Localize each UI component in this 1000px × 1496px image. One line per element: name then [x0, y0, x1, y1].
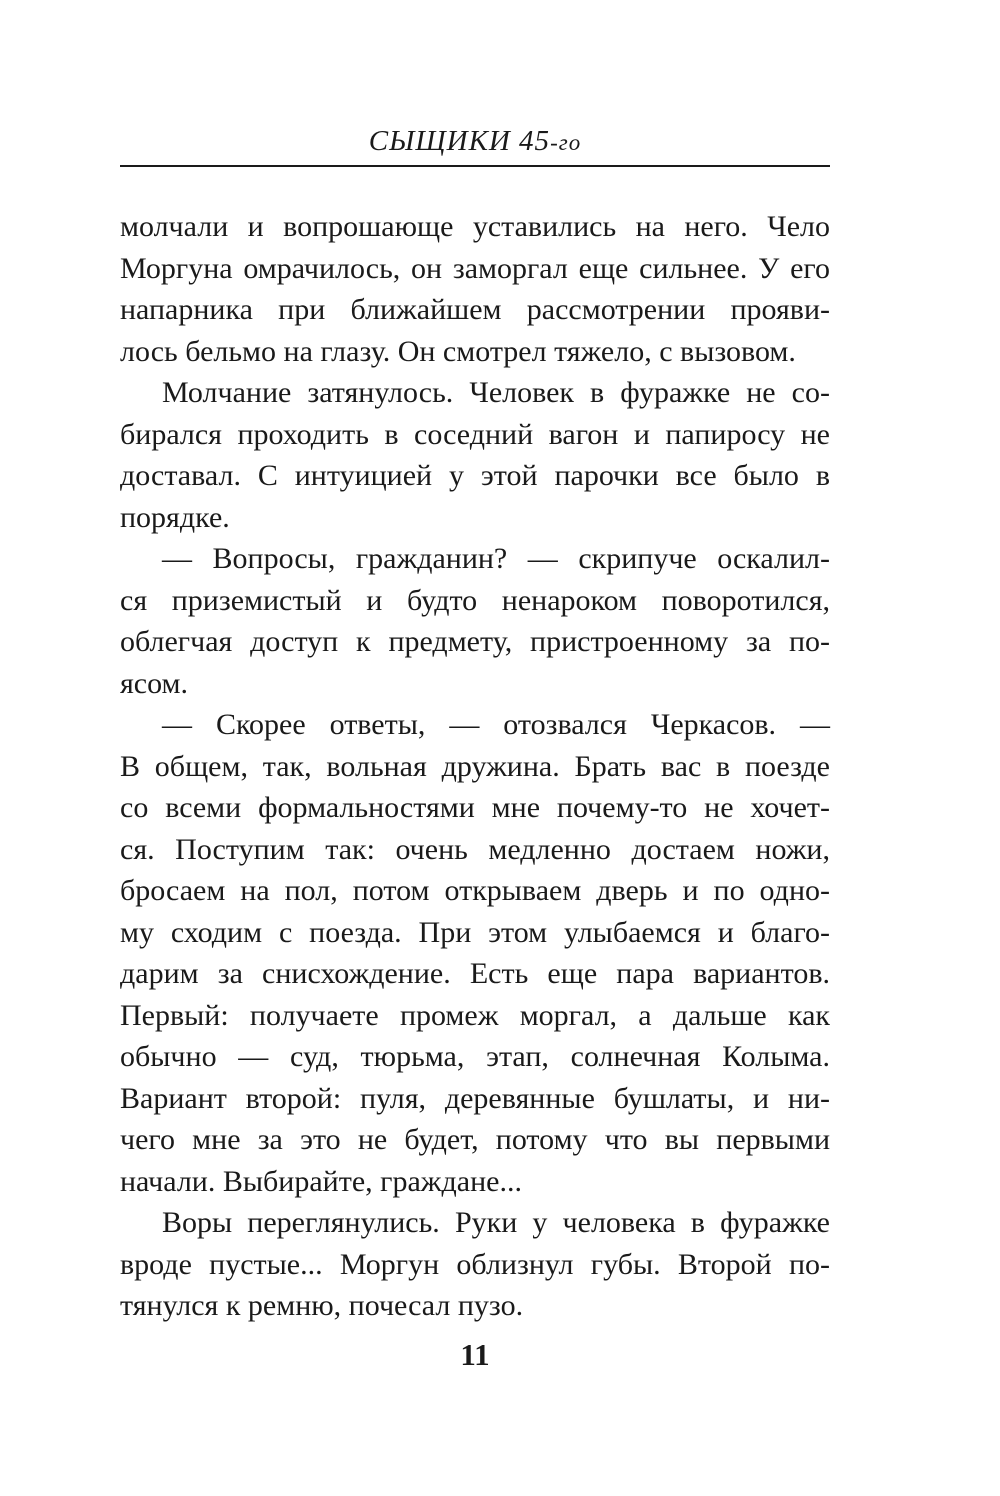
text-line: обычно — суд, тюрьма, этап, солнечная Колыма.: [120, 1040, 830, 1073]
text-line: начали. Выбирайте, граждане...: [120, 1164, 522, 1198]
text-line: ясом.: [120, 666, 189, 700]
text-line: му сходим с поезда. При этом улыбаемся и благо-: [120, 915, 830, 949]
text-line: Первый: получаете промеж моргал, а дальше как: [120, 998, 830, 1032]
text-line: вроде пустые... Моргун облизнул губы. Второй по-: [120, 1247, 830, 1281]
running-head: [120, 121, 830, 163]
running-head-title: СЫЩИКИ 45: [368, 125, 551, 157]
text-line: В общем, так, вольная дружина. Брать вас в поезде: [120, 749, 830, 783]
text-line: облегчая доступ к предмету, пристроенному за по-: [120, 625, 830, 658]
text-line: Моргуна омрачилось, он заморгал еще сильнее. У его: [120, 251, 830, 285]
text-line: дарим за снисхождение. Есть еще пара вариантов.: [120, 957, 830, 990]
text-line: Молчание затянулось. Человек в фуражке не со-: [162, 376, 830, 409]
text-line: — Вопросы, гражданин? — скрипуче оскалил-: [162, 542, 830, 575]
text-line: лось бельмо на глазу. Он смотрел тяжело, с вызовом.: [120, 334, 796, 368]
running-head-suffix: -го: [550, 130, 582, 155]
page-number: 11: [460, 1337, 490, 1372]
text-line: тянулся к ремню, почесал пузо.: [120, 1289, 524, 1322]
text-line: — Скорее ответы, — отозвался Черкасов. —: [162, 708, 830, 741]
text-line: доставал. С интуицией у этой парочки все было в: [120, 459, 830, 492]
text-line: ся приземистый и будто ненароком поворотился,: [120, 583, 830, 617]
text-line: Вариант второй: пуля, деревянные бушлаты, и ни-: [120, 1081, 830, 1115]
text-line: чего мне за это не будет, потому что вы первыми: [120, 1123, 830, 1156]
text-line: со всеми формальностями мне почему-то не хочет-: [120, 791, 830, 824]
text-line: бросаем на пол, потом открываем дверь и по одно-: [120, 874, 830, 907]
text-line: напарника при ближайшем рассмотрении прояви-: [120, 293, 830, 326]
header-rule: [120, 165, 830, 167]
text-line: ся. Поступим так: очень медленно достаем ножи,: [120, 832, 830, 866]
text-line: молчали и вопрошающе уставились на него. Чело: [120, 210, 830, 243]
text-line: бирался проходить в соседний вагон и папиросу не: [120, 417, 830, 451]
body-text: [120, 206, 830, 1327]
text-line: Воры переглянулись. Руки у человека в фуражке: [162, 1206, 830, 1239]
text-line: порядке.: [120, 500, 230, 534]
